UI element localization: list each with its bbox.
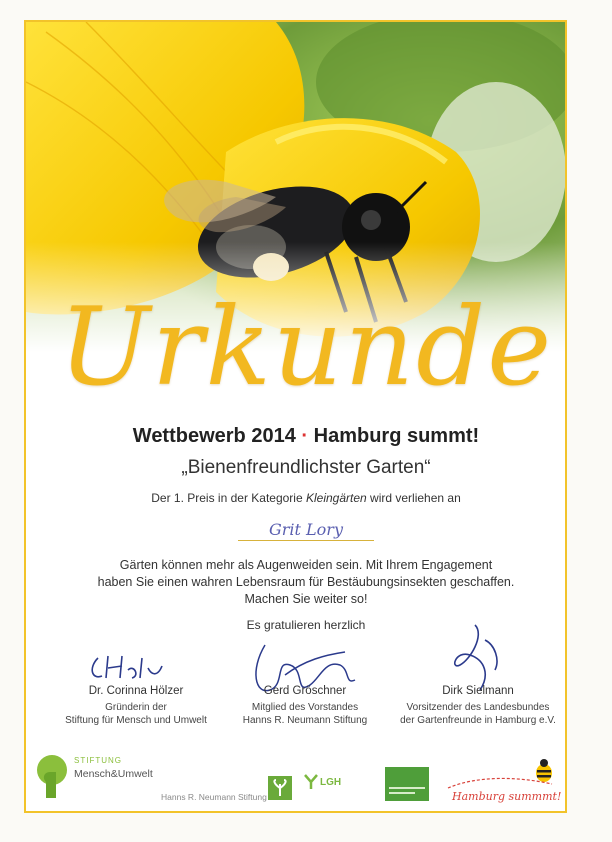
recipient-underline — [238, 540, 374, 541]
recipient-name: Grit Lory — [268, 520, 343, 539]
award-line — [0, 491, 612, 505]
certificate-paragraph — [0, 557, 612, 608]
role-line: der Gartenfreunde in Hamburg e.V. — [400, 715, 556, 726]
award-category: Kleingärten — [305, 491, 367, 505]
plant-logo-icon — [268, 776, 292, 800]
signatory-role — [383, 701, 573, 727]
sponsor-logos — [26, 752, 565, 810]
award-suffix: wird verliehen an — [366, 491, 461, 505]
signatory-hoelzer — [41, 685, 231, 727]
headline-separator: · — [301, 425, 309, 447]
lgh-y-logo-icon — [304, 774, 318, 790]
signatory-name: Dirk Sielmann — [442, 685, 514, 697]
lgh-logo-text: LGH — [320, 777, 342, 788]
competition-headline — [0, 425, 612, 448]
signatory-role — [41, 701, 231, 727]
paragraph-line: Gärten können mehr als Augenweiden sein. Mit Ihrem Engagement — [119, 558, 493, 572]
signature-hoelzer — [88, 648, 178, 684]
green-badge-logo-icon — [385, 767, 429, 801]
award-subtitle: „Bienenfreundlichster Garten“ — [181, 457, 431, 478]
role-line: Stiftung für Mensch und Umwelt — [65, 715, 207, 726]
headline-year: Wettbewerb 2014 — [132, 425, 296, 447]
signatory-name: Dr. Corinna Hölzer — [88, 685, 184, 697]
paragraph-line: haben Sie einen wahren Lebensraum für Bestäubungsinsekten geschaffen. — [97, 575, 515, 589]
mensch-umwelt-label: Mensch&Umwelt — [74, 768, 153, 780]
tree-head-logo-icon — [32, 754, 72, 798]
role-line: Mitglied des Vorstandes — [251, 702, 359, 713]
role-line: Vorsitzender des Landesbundes — [406, 702, 550, 713]
signatory-name: Gerd Gröschner — [263, 685, 347, 697]
certificate-title: Urkunde — [58, 285, 554, 410]
role-line: Hanns R. Neumann Stiftung — [242, 715, 368, 726]
hamburg-summt-logo-text: Hamburg summmt! — [452, 790, 562, 803]
stiftung-small-label: STIFTUNG — [74, 756, 122, 765]
hrn-logo-text: Hanns R. Neumann Stiftung — [161, 792, 267, 802]
signatory-groeschner — [210, 685, 400, 727]
congratulations-text: Es gratulieren herzlich — [246, 618, 366, 632]
paragraph-line: Machen Sie weiter so! — [244, 592, 368, 606]
hamburg-summt-swoosh-icon — [446, 776, 556, 790]
award-prefix: Der 1. Preis in der Kategorie — [151, 491, 306, 505]
headline-campaign: Hamburg summt! — [313, 425, 480, 447]
role-line: Gründerin der — [105, 702, 167, 713]
signatory-sielmann — [383, 685, 573, 727]
signatory-role — [210, 701, 400, 727]
